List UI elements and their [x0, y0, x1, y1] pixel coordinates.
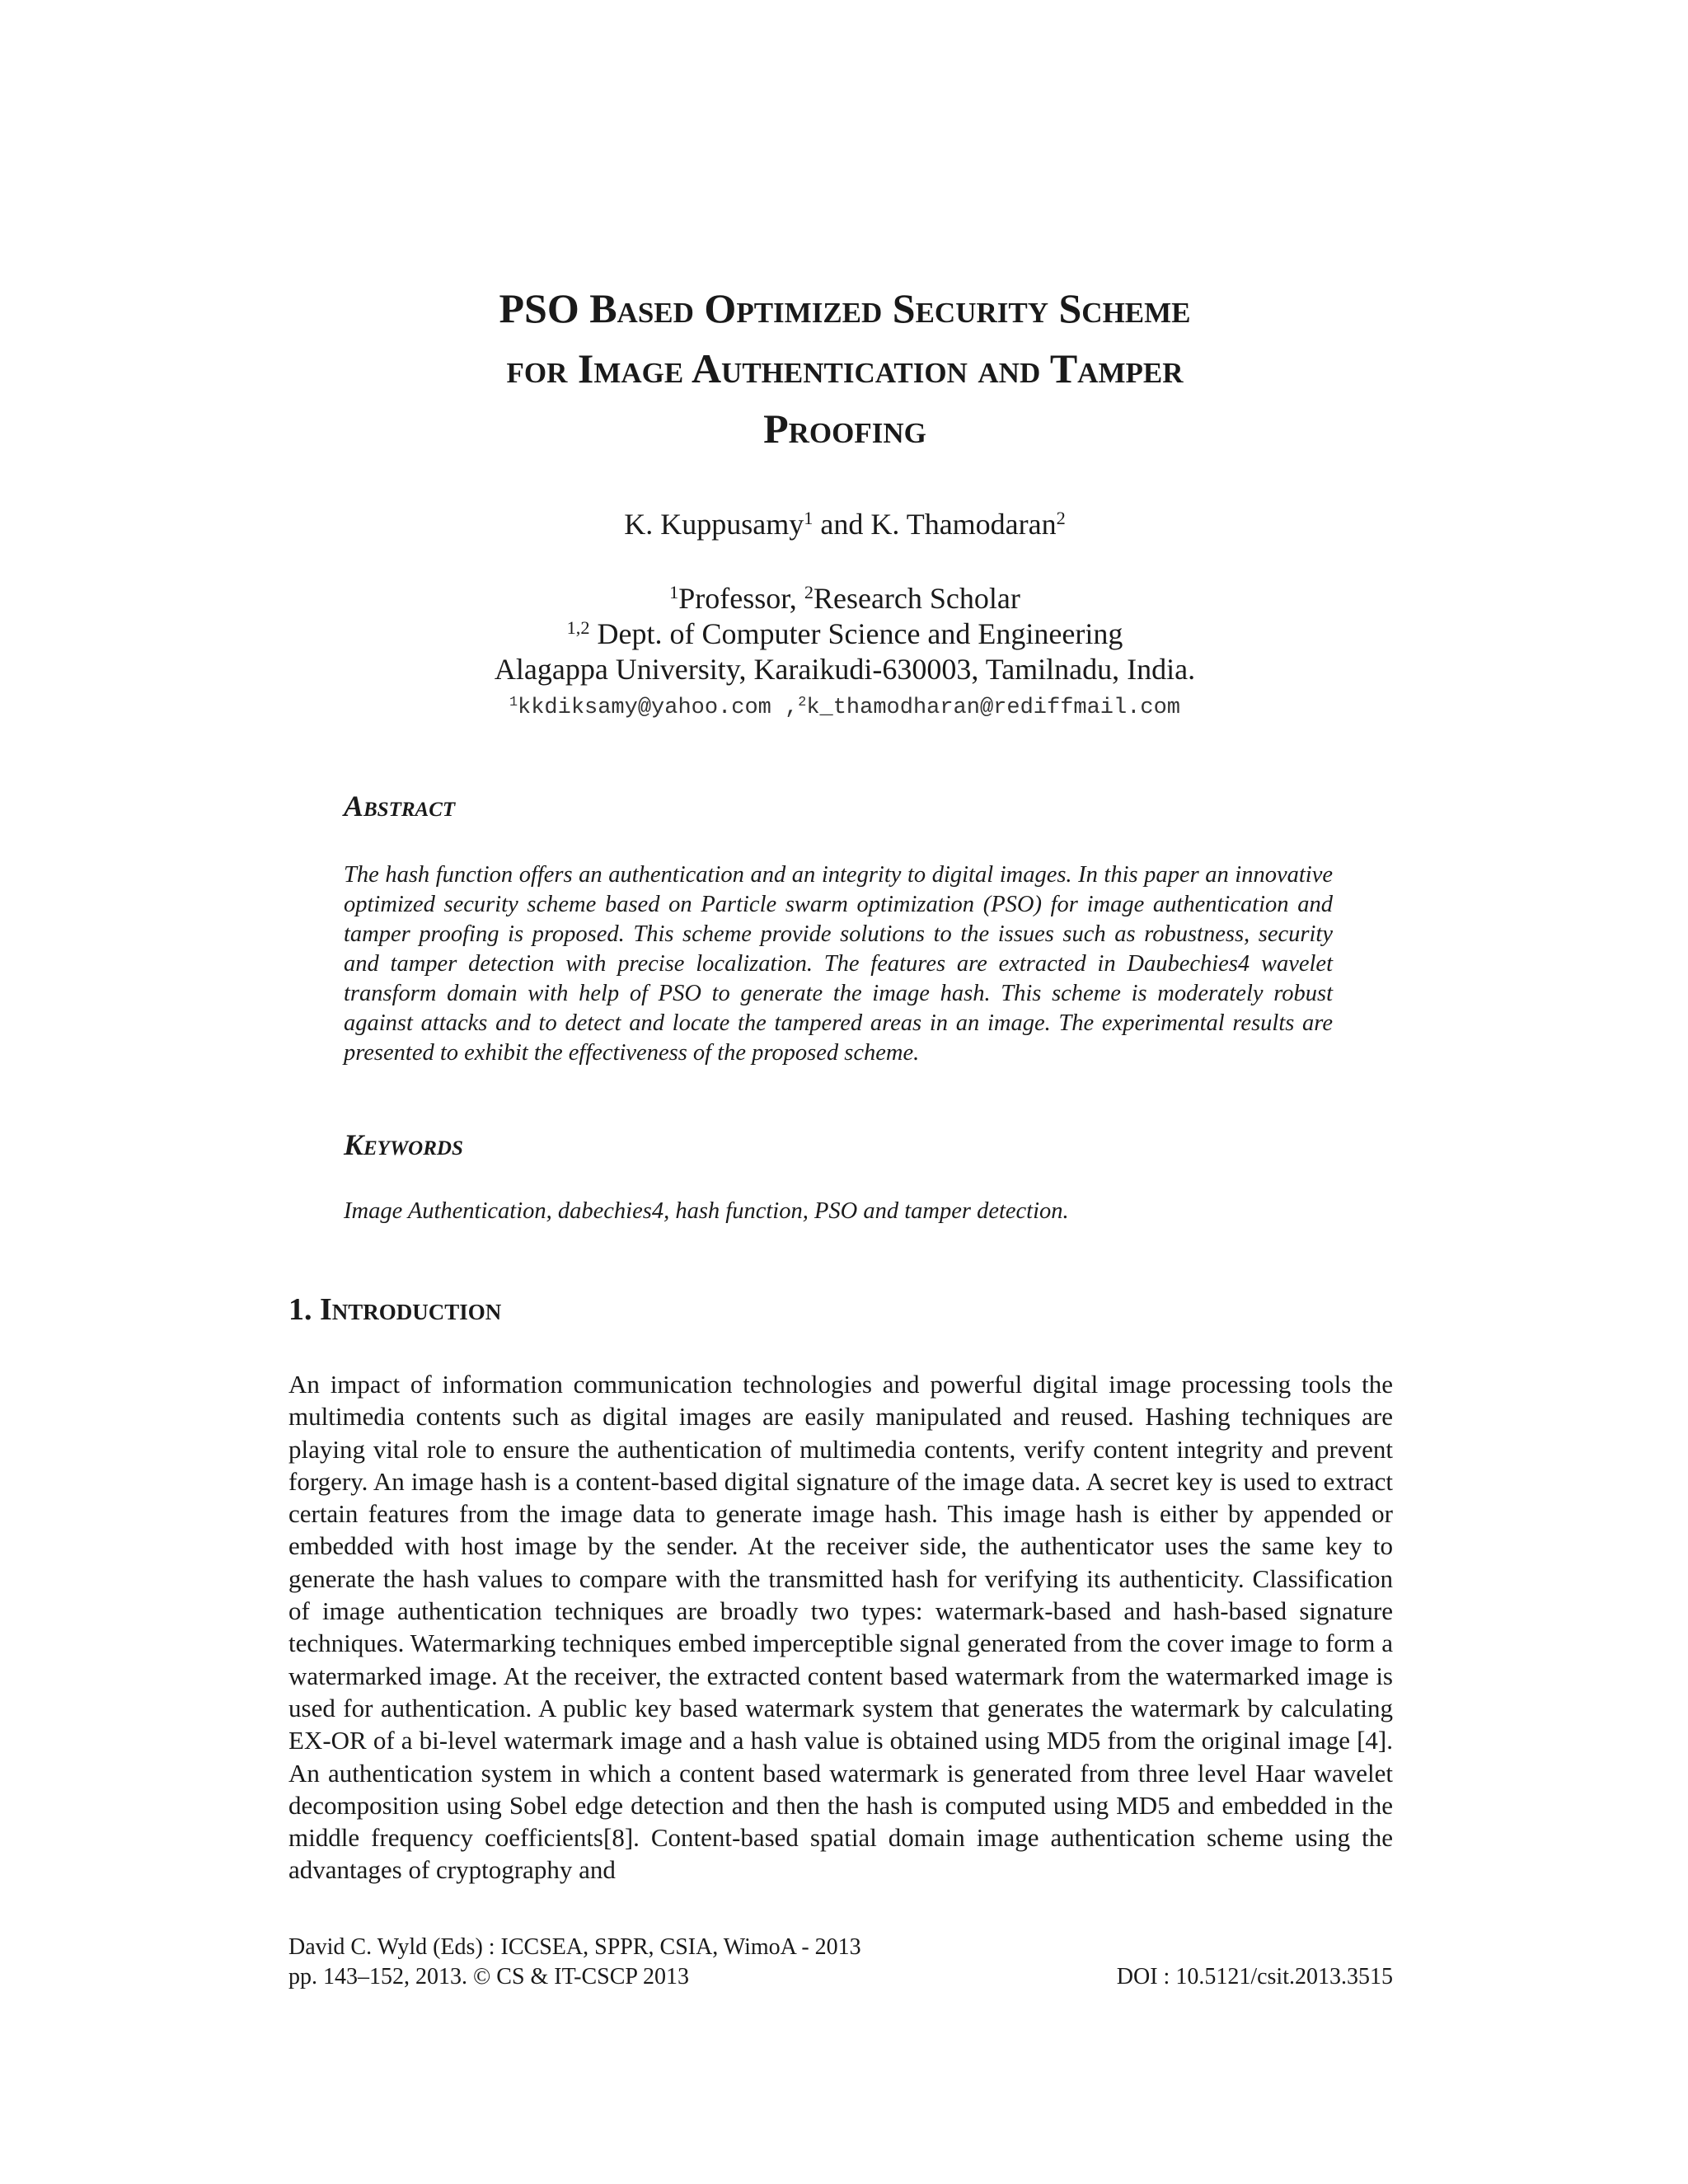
email-1: kkdiksamy@yahoo.com , — [518, 696, 799, 720]
footer-pages: pp. 143–152, 2013. © CS & IT-CSCP 2013 — [288, 1964, 689, 1990]
author-2-name: K. Thamodaran — [870, 508, 1057, 541]
department-name: Dept. of Computer Science and Engineering — [589, 617, 1123, 650]
footer-doi: DOI : 10.5121/csit.2013.3515 — [1116, 1964, 1393, 1990]
role-2-superscript: 2 — [804, 581, 814, 602]
keywords-heading: Keywords — [344, 1128, 463, 1161]
affiliation-block — [288, 581, 1401, 687]
affiliation-department — [288, 616, 1401, 652]
author-line — [288, 506, 1401, 542]
title-line-1: PSO Based Optimized Security Scheme — [499, 285, 1191, 331]
page-footer — [288, 1933, 1393, 1992]
author-1-superscript: 1 — [804, 507, 814, 528]
affiliation-university: Alagappa University, Karaikudi-630003, Tamilnadu, India. — [494, 653, 1196, 686]
footer-proceedings: David C. Wyld (Eds) : ICCSEA, SPPR, CSIA, WimoA - 2013 — [288, 1934, 861, 1960]
title-line-3: Proofing — [763, 405, 926, 452]
paper-title — [288, 279, 1401, 459]
author-emails — [288, 694, 1401, 722]
role-2: Research Scholar — [813, 582, 1020, 615]
introduction-heading: 1. Introduction — [288, 1292, 502, 1327]
role-1-superscript: 1 — [669, 581, 679, 602]
role-1: Professor, — [678, 582, 804, 615]
author-conjunction: and — [813, 508, 871, 541]
email-2: k_thamodharan@rediffmail.com — [806, 696, 1181, 720]
affiliation-roles — [288, 581, 1401, 616]
abstract-heading: Abstract — [344, 790, 456, 823]
department-superscript: 1,2 — [566, 616, 590, 638]
introduction-text: An impact of information communication technologies and powerful digital image processing tools the multimedia contents such as digital images are easily manipulated and reused. Hashing techniques are playing vital role to ensure the authentication of multimedia contents, verify content integrity and prevent forgery. An image hash is a content-based digital signature of the image data. A secret key is used to extract certain features from the image data to generate image hash. This image hash is either by appended or embedded with host image by the sender. At the receiver side, the authenticator uses the same key to generate the hash values to compare with the transmitted hash for verifying its authenticity. Classification of image authentication techniques are broadly two types: watermark-based and hash-based signature techniques. Watermarking techniques embed imperceptible signal generated from the cover image to form a watermarked image. At the receiver, the extracted content based watermark from the watermarked image is used for authentication. A public key based watermark system that generates the watermark by calculating EX-OR of a bi-level watermark image and a hash value is obtained using MD5 from the original image [4]. An authentication system in which a content based watermark is generated from three level Haar wavelet decomposition using Sobel edge detection and then the hash is computed using MD5 and embedded in the middle frequency coefficients[8]. Content-based spatial domain image authentication scheme using the advantages of cryptography and — [288, 1370, 1393, 1885]
title-line-2: for Image Authentication and Tamper — [506, 345, 1184, 391]
footer-bottom-row — [288, 1962, 1393, 1992]
author-2-superscript: 2 — [1056, 507, 1066, 528]
email-2-superscript: 2 — [798, 694, 807, 710]
email-1-superscript: 1 — [509, 694, 518, 710]
abstract-text: The hash function offers an authentication and an integrity to digital images. In this paper an innovative optimized security scheme based on Particle swarm optimization (PSO) for image authentication and tamper proofing is proposed. This scheme provide solutions to the issues such as robustness, security and tamper detection with precise localization. The features are extracted in Daubechies4 wavelet transform domain with help of PSO to generate the image hash. This scheme is moderately robust against attacks and to detect and locate the tampered areas in an image. The experimental results are presented to exhibit the effectiveness of the proposed scheme. — [344, 862, 1333, 1066]
keywords-text: Image Authentication, dabechies4, hash function, PSO and tamper detection. — [344, 1198, 1069, 1224]
author-1-name: K. Kuppusamy — [624, 508, 804, 541]
